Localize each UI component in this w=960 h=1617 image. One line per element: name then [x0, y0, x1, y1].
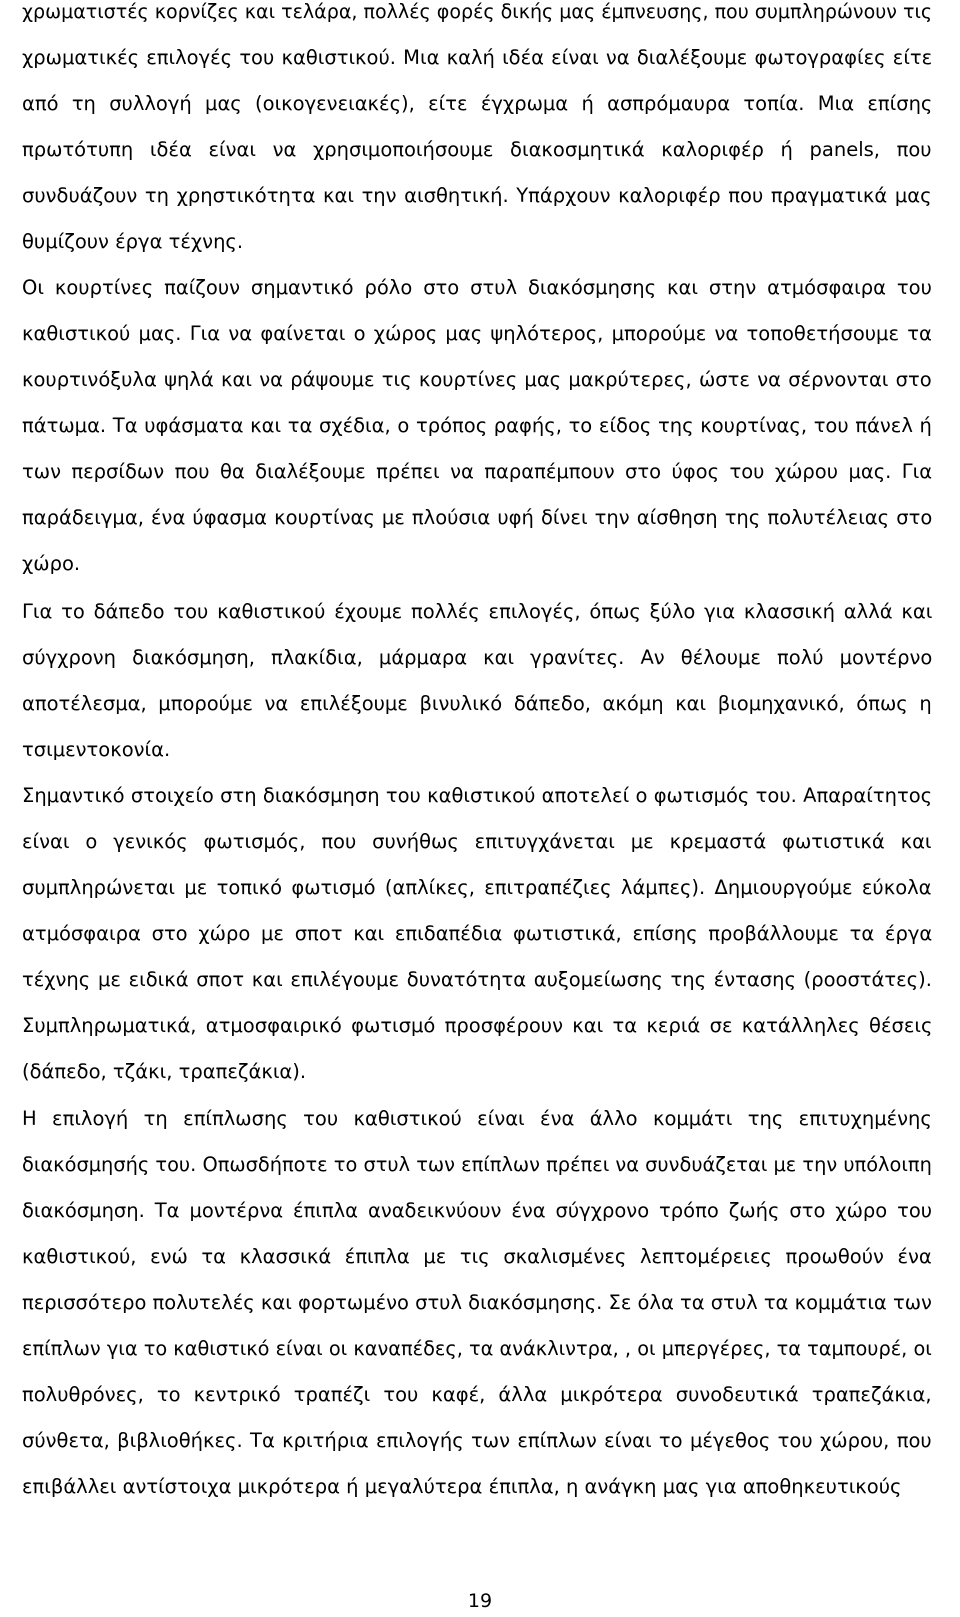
text-line: ατμόσφαιρα στο χώρο με σποτ και επιδαπέδια φωτιστικά, επίσης προβάλλουμε τα έργα	[22, 922, 933, 945]
text-line: χρωματικές επιλογές του καθιστικού. Μια καλή ιδέα είναι να διαλέξουμε φωτογραφίες είτε	[22, 46, 933, 69]
text-line: πρωτότυπη ιδέα είναι να χρησιμοποιήσουμε διακοσμητικά καλοριφέρ ή panels, που	[22, 138, 932, 161]
text-line: αποτέλεσμα, μπορούμε να επιλέξουμε βινυλικό δάπεδο, ακόμη και βιομηχανικό, όπως η	[22, 692, 932, 715]
text-line: επίπλων για το καθιστικό είναι οι καναπέδες, τα ανάκλιντρα, , οι μπεργέρες, τα ταμπουρέ, οι	[22, 1337, 932, 1360]
text-line: πολυθρόνες, το κεντρικό τραπέζι του καφέ, άλλα μικρότερα συνοδευτικά τραπεζάκια,	[22, 1383, 932, 1406]
text-line: καθιστικού, ενώ τα κλασσικά έπιπλα με τις σκαλισμένες λεπτομέρειες προωθούν ένα	[22, 1245, 932, 1268]
text-line: διακόσμηση. Τα μοντέρνα έπιπλα αναδεικνύουν ένα σύγχρονο τρόπο ζωής στο χώρο του	[22, 1199, 933, 1222]
text-line: Σημαντικό στοιχείο στη διακόσμηση του καθιστικού αποτελεί ο φωτισμός του. Απαραίτητος	[22, 784, 933, 807]
text-line: τέχνης με ειδικά σποτ και επιλέγουμε δυνατότητα αυξομείωσης της έντασης (ροοστάτες).	[22, 968, 932, 991]
text-line: είναι ο γενικός φωτισμός, που συνήθως επιτυγχάνεται με κρεμαστά φωτιστικά και	[22, 830, 932, 853]
text-line: επιβάλλει αντίστοιχα μικρότερα ή μεγαλύτερα έπιπλα, η ανάγκη μας για αποθηκευτικούς	[22, 1475, 902, 1498]
text-line: πάτωμα. Τα υφάσματα και τα σχέδια, ο τρόπος ραφής, το είδος της κουρτίνας, του πάνελ ή	[22, 414, 932, 437]
page-number: 19	[467, 1590, 493, 1612]
text-line: συμπληρώνεται με τοπικό φωτισμό (απλίκες, επιτραπέζιες λάμπες). Δημιουργούμε εύκολα	[22, 876, 932, 899]
text-line: κουρτινόξυλα ψηλά και να ράψουμε τις κουρτίνες μας μακρύτερες, ώστε να σέρνονται στο	[22, 368, 932, 391]
text-line: σύγχρονη διακόσμηση, πλακίδια, μάρμαρα και γρανίτες. Αν θέλουμε πολύ μοντέρνο	[22, 646, 933, 669]
text-line: από τη συλλογή μας (οικογενειακές), είτε έγχρωμα ή ασπρόμαυρα τοπία. Μια επίσης	[22, 92, 933, 115]
text-line: συνδυάζουν τη χρηστικότητα και την αισθητική. Υπάρχουν καλοριφέρ που πραγματικά μας	[22, 184, 932, 207]
text-line: περισσότερο πολυτελές και φορτωμένο στυλ διακόσμησης. Σε όλα τα στυλ τα κομμάτια των	[22, 1291, 932, 1314]
text-line: Συμπληρωματικά, ατμοσφαιρικό φωτισμό προσφέρουν και τα κεριά σε κατάλληλες θέσεις	[22, 1014, 933, 1037]
text-line: θυμίζουν έργα τέχνης.	[22, 230, 244, 253]
text-line: χρωματιστές κορνίζες και τελάρα, πολλές φορές δικής μας έμπνευσης, που συμπληρώνουν τις	[22, 0, 933, 23]
text-line: σύνθετα, βιβλιοθήκες. Τα κριτήρια επιλογής των επίπλων είναι το μέγεθος του χώρου, που	[22, 1429, 932, 1452]
text-line: Η επιλογή τη επίπλωσης του καθιστικού είναι ένα άλλο κομμάτι της επιτυχημένης	[22, 1107, 932, 1130]
text-line: χώρο.	[22, 552, 81, 575]
text-line: (δάπεδο, τζάκι, τραπεζάκια).	[22, 1060, 307, 1083]
text-line: διακόσμησής του. Οπωσδήποτε το στυλ των επίπλων πρέπει να συνδυάζεται με την υπόλοιπη	[22, 1153, 932, 1176]
text-line: Για το δάπεδο του καθιστικού έχουμε πολλές επιλογές, όπως ξύλο για κλασσική αλλά και	[22, 600, 933, 623]
text-line: των περσίδων που θα διαλέξουμε πρέπει να παραπέμπουν στο ύφος του χώρου μας. Για	[22, 460, 933, 483]
text-line: τσιμεντοκονία.	[22, 738, 171, 761]
text-line: καθιστικού μας. Για να φαίνεται ο χώρος μας ψηλότερος, μπορούμε να τοποθετήσουμε τα	[22, 322, 932, 345]
text-line: παράδειγμα, ένα ύφασμα κουρτίνας με πλούσια υφή δίνει την αίσθηση της πολυτέλειας στο	[22, 506, 933, 529]
text-line: Οι κουρτίνες παίζουν σημαντικό ρόλο στο στυλ διακόσμησης και στην ατμόσφαιρα του	[22, 276, 932, 299]
